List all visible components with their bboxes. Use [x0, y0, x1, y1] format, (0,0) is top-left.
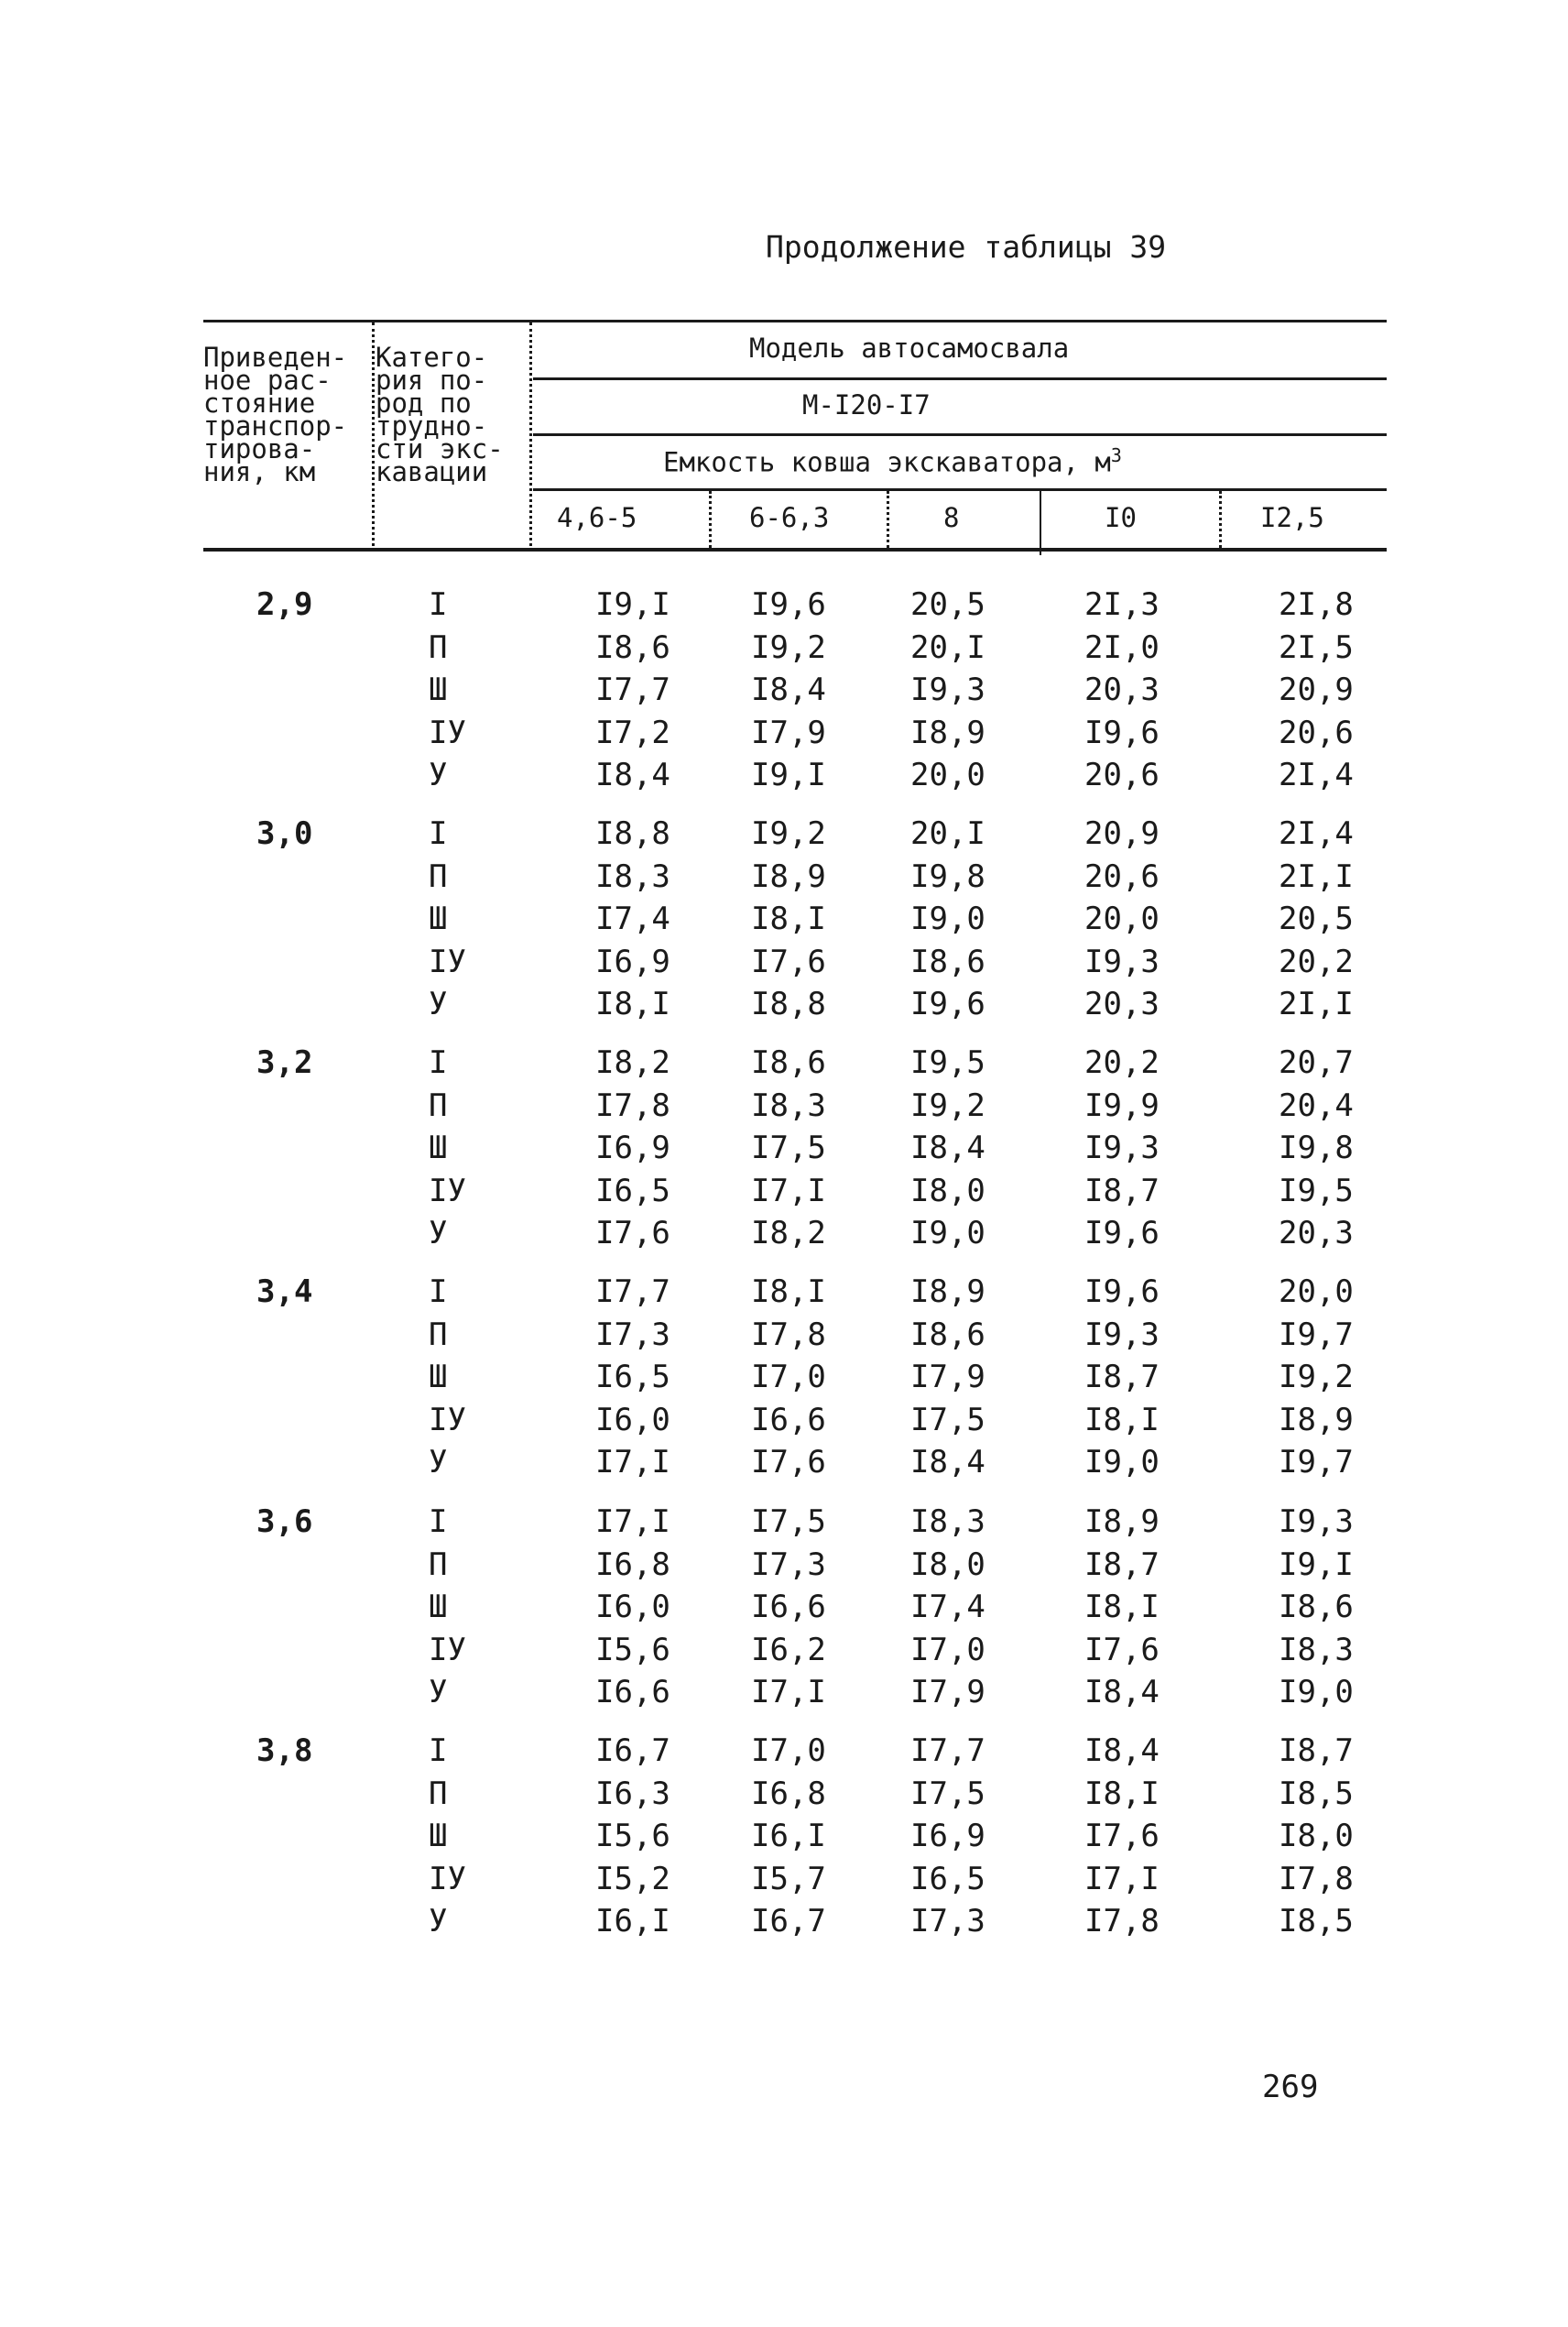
- model-title-rule: [533, 377, 1387, 380]
- table-cell: 20,3: [1084, 672, 1160, 708]
- table-cell: I8,I: [1084, 1775, 1160, 1812]
- table-cell: I7,3: [910, 1903, 985, 1939]
- category-value: I: [429, 1273, 448, 1310]
- divider-distance-category: [372, 322, 375, 552]
- category-value: П: [429, 1087, 448, 1124]
- table-cell: I7,3: [595, 1316, 670, 1353]
- table-cell: I7,4: [910, 1589, 985, 1625]
- table-cell: 20,7: [1279, 1044, 1354, 1081]
- divider-bucket-2: [887, 491, 889, 548]
- table-cell: 20,0: [910, 757, 985, 793]
- category-value: I: [429, 1732, 448, 1769]
- header-category-line: трудно-: [376, 410, 488, 442]
- divider-bucket-4: [1219, 491, 1222, 548]
- model-name-rule: [533, 433, 1387, 436]
- page-number: 269: [1262, 2069, 1319, 2105]
- table-cell: I7,5: [910, 1402, 985, 1438]
- table-cell: I9,6: [910, 986, 985, 1022]
- table-cell: I9,2: [751, 815, 826, 852]
- table-cell: I6,6: [595, 1674, 670, 1710]
- table-cell: I8,9: [910, 1273, 985, 1310]
- distance-value: 3,6: [256, 1503, 313, 1540]
- distance-value: 3,4: [256, 1273, 313, 1310]
- header-bucket-title-text: Емкость ковша экскаватора, м: [663, 446, 1111, 478]
- category-value: I: [429, 1044, 448, 1081]
- table-cell: I7,I: [1084, 1861, 1160, 1897]
- table-cell: 2I,8: [1279, 586, 1354, 623]
- header-bucket-2: 6-6,3: [749, 502, 830, 533]
- table-cell: I8,0: [1279, 1818, 1354, 1854]
- table-cell: I7,I: [595, 1503, 670, 1540]
- table-cell: I9,2: [751, 629, 826, 666]
- table-cell: I8,I: [751, 901, 826, 937]
- category-value: Ш: [429, 1589, 448, 1625]
- header-bucket-4: I0: [1105, 502, 1137, 533]
- table-cell: I9,0: [910, 1215, 985, 1251]
- table-cell: I8,7: [1084, 1173, 1160, 1209]
- table-cell: I8,I: [751, 1273, 826, 1310]
- table-cell: I8,0: [910, 1173, 985, 1209]
- table-cell: 20,2: [1279, 944, 1354, 980]
- table-cell: 2I,5: [1279, 629, 1354, 666]
- table-cell: I6,0: [595, 1402, 670, 1438]
- table-cell: I9,8: [1279, 1130, 1354, 1166]
- table-cell: 20,9: [1279, 672, 1354, 708]
- table-cell: I7,0: [751, 1732, 826, 1769]
- table-cell: I6,6: [751, 1402, 826, 1438]
- table-cell: I9,7: [1279, 1316, 1354, 1353]
- table-cell: I7,7: [595, 1273, 670, 1310]
- table-cell: I8,6: [910, 1316, 985, 1353]
- table-cell: 20,6: [1084, 858, 1160, 895]
- table-cell: I7,I: [751, 1173, 826, 1209]
- table-cell: I7,5: [910, 1775, 985, 1812]
- table-cell: I6,2: [751, 1632, 826, 1668]
- table-cell: I7,6: [751, 1444, 826, 1480]
- category-value: I: [429, 586, 448, 623]
- table-cell: I8,9: [1279, 1402, 1354, 1438]
- table-cell: 20,2: [1084, 1044, 1160, 1081]
- category-value: IУ: [429, 1861, 466, 1897]
- table-cell: I7,3: [751, 1546, 826, 1583]
- table-cell: I8,7: [1084, 1546, 1160, 1583]
- table-cell: I9,0: [1279, 1674, 1354, 1710]
- table-cell: I6,7: [595, 1732, 670, 1769]
- header-distance-line: стояние: [203, 388, 316, 419]
- table-cell: I6,I: [595, 1903, 670, 1939]
- table-cell: I7,0: [910, 1632, 985, 1668]
- table-cell: I7,8: [595, 1087, 670, 1124]
- table-cell: 20,4: [1279, 1087, 1354, 1124]
- category-value: I: [429, 1503, 448, 1540]
- divider-bucket-3: [1040, 491, 1041, 555]
- table-cell: I6,6: [751, 1589, 826, 1625]
- header-category-line: род по: [376, 388, 472, 419]
- table-cell: I8,I: [595, 986, 670, 1022]
- table-cell: 2I,4: [1279, 757, 1354, 793]
- table-cell: I8,9: [1084, 1503, 1160, 1540]
- category-value: У: [429, 757, 448, 793]
- table-cell: I9,2: [910, 1087, 985, 1124]
- table-cell: I8,0: [910, 1546, 985, 1583]
- table-cell: I9,3: [1084, 944, 1160, 980]
- header-distance: [203, 342, 348, 487]
- table-cell: I7,9: [910, 1359, 985, 1395]
- table-cell: 2I,3: [1084, 586, 1160, 623]
- table-cell: I9,6: [751, 586, 826, 623]
- category-value: Ш: [429, 1130, 448, 1166]
- table-cell: I7,6: [1084, 1632, 1160, 1668]
- table-cell: I9,8: [910, 858, 985, 895]
- category-value: П: [429, 1775, 448, 1812]
- table-cell: 20,3: [1084, 986, 1160, 1022]
- table-cell: I6,5: [595, 1359, 670, 1395]
- table-cell: I7,8: [751, 1316, 826, 1353]
- table-cell: I6,9: [910, 1818, 985, 1854]
- header-distance-line: Приведен-: [203, 342, 348, 373]
- table-cell: I8,2: [751, 1215, 826, 1251]
- table-cell: I8,6: [910, 944, 985, 980]
- table-cell: 20,3: [1279, 1215, 1354, 1251]
- table-top-rule: [203, 320, 1387, 322]
- table-cell: I9,3: [1279, 1503, 1354, 1540]
- category-value: У: [429, 1903, 448, 1939]
- header-distance-line: ное рас-: [203, 365, 332, 396]
- table-cell: I6,I: [751, 1818, 826, 1854]
- table-cell: I7,I: [595, 1444, 670, 1480]
- table-cell: I7,8: [1084, 1903, 1160, 1939]
- category-value: У: [429, 1444, 448, 1480]
- table-cell: I8,4: [595, 757, 670, 793]
- table-cell: I8,5: [1279, 1903, 1354, 1939]
- table-cell: I8,4: [1084, 1732, 1160, 1769]
- table-cell: I8,9: [751, 858, 826, 895]
- table-cell: I8,4: [910, 1444, 985, 1480]
- header-model-title: Модель автосамосвала: [749, 333, 1070, 364]
- category-value: П: [429, 629, 448, 666]
- category-value: IУ: [429, 715, 466, 751]
- table-cell: 2I,0: [1084, 629, 1160, 666]
- table-cell: I9,I: [1279, 1546, 1354, 1583]
- table-cell: I9,6: [1084, 715, 1160, 751]
- table-cell: I6,0: [595, 1589, 670, 1625]
- table-cell: 20,6: [1279, 715, 1354, 751]
- table-cell: I8,7: [1084, 1359, 1160, 1395]
- table-cell: I9,0: [1084, 1444, 1160, 1480]
- header-distance-line: тирова-: [203, 433, 316, 464]
- header-distance-line: ния, км: [203, 456, 316, 487]
- distance-value: 2,9: [256, 586, 313, 623]
- table-cell: I9,I: [751, 757, 826, 793]
- category-value: П: [429, 1316, 448, 1353]
- category-value: Ш: [429, 1359, 448, 1395]
- table-cell: I8,3: [1279, 1632, 1354, 1668]
- table-cell: I7,9: [751, 715, 826, 751]
- table-cell: 20,9: [1084, 815, 1160, 852]
- table-cell: 20,I: [910, 815, 985, 852]
- table-cell: I9,5: [1279, 1173, 1354, 1209]
- table-cell: I8,6: [751, 1044, 826, 1081]
- table-cell: 20,5: [910, 586, 985, 623]
- table-cell: I7,9: [910, 1674, 985, 1710]
- table-cell: I8,3: [751, 1087, 826, 1124]
- header-bucket-3: 8: [943, 502, 960, 533]
- divider-bucket-1: [709, 491, 712, 548]
- header-bucket-unit-sup: 3: [1110, 444, 1122, 466]
- header-bucket-5: I2,5: [1260, 502, 1324, 533]
- table-cell: I7,I: [751, 1674, 826, 1710]
- table-cell: 2I,4: [1279, 815, 1354, 852]
- table-cell: I6,3: [595, 1775, 670, 1812]
- table-cell: I8,I: [1084, 1589, 1160, 1625]
- category-value: П: [429, 858, 448, 895]
- header-distance-line: транспор-: [203, 410, 348, 442]
- table-cell: I7,5: [751, 1130, 826, 1166]
- page-caption: Продолжение таблицы 39: [766, 229, 1167, 265]
- table-cell: I8,6: [1279, 1589, 1354, 1625]
- table-cell: I8,7: [1279, 1732, 1354, 1769]
- table-cell: I6,5: [910, 1861, 985, 1897]
- header-bucket-1: 4,6-5: [557, 502, 637, 533]
- distance-value: 3,8: [256, 1732, 313, 1769]
- category-value: У: [429, 1674, 448, 1710]
- table-cell: I8,9: [910, 715, 985, 751]
- header-category-line: сти экс-: [376, 433, 504, 464]
- category-value: У: [429, 986, 448, 1022]
- header-bucket-title: [663, 444, 1122, 478]
- divider-category-values: [529, 322, 532, 552]
- table-cell: I8,4: [751, 672, 826, 708]
- table-cell: I7,5: [751, 1503, 826, 1540]
- table-cell: 20,0: [1084, 901, 1160, 937]
- table-cell: I8,6: [595, 629, 670, 666]
- table-cell: I8,4: [1084, 1674, 1160, 1710]
- table-cell: I7,8: [1279, 1861, 1354, 1897]
- table-cell: I5,6: [595, 1632, 670, 1668]
- table-cell: I7,0: [751, 1359, 826, 1395]
- header-category: [376, 342, 504, 487]
- table-cell: I7,6: [751, 944, 826, 980]
- category-value: IУ: [429, 1632, 466, 1668]
- category-value: Ш: [429, 901, 448, 937]
- category-value: Ш: [429, 1818, 448, 1854]
- table-cell: I7,6: [595, 1215, 670, 1251]
- table-cell: I9,3: [910, 672, 985, 708]
- category-value: П: [429, 1546, 448, 1583]
- distance-value: 3,2: [256, 1044, 313, 1081]
- category-value: Ш: [429, 672, 448, 708]
- header-model-name: М-I20-I7: [802, 389, 931, 421]
- table-cell: I9,5: [910, 1044, 985, 1081]
- table-cell: I6,9: [595, 1130, 670, 1166]
- header-category-line: Катего-: [376, 342, 488, 373]
- table-cell: I7,2: [595, 715, 670, 751]
- table-cell: I5,2: [595, 1861, 670, 1897]
- table-cell: I9,2: [1279, 1359, 1354, 1395]
- table-cell: I8,I: [1084, 1402, 1160, 1438]
- table-cell: I9,9: [1084, 1087, 1160, 1124]
- category-value: IУ: [429, 944, 466, 980]
- table-cell: I8,3: [595, 858, 670, 895]
- category-value: У: [429, 1215, 448, 1251]
- table-cell: I9,I: [595, 586, 670, 623]
- category-value: I: [429, 815, 448, 852]
- table-cell: I9,7: [1279, 1444, 1354, 1480]
- table-cell: I8,5: [1279, 1775, 1354, 1812]
- table-cell: I8,4: [910, 1130, 985, 1166]
- table-cell: I7,7: [595, 672, 670, 708]
- table-cell: 2I,I: [1279, 858, 1354, 895]
- header-category-line: рия по-: [376, 365, 488, 396]
- category-value: IУ: [429, 1402, 466, 1438]
- table-cell: 20,6: [1084, 757, 1160, 793]
- table-cell: I9,6: [1084, 1273, 1160, 1310]
- table-cell: I7,4: [595, 901, 670, 937]
- table-cell: 2I,I: [1279, 986, 1354, 1022]
- table-cell: I8,3: [910, 1503, 985, 1540]
- table-cell: I8,8: [751, 986, 826, 1022]
- table-cell: I6,9: [595, 944, 670, 980]
- table-cell: I6,7: [751, 1903, 826, 1939]
- table-cell: I9,3: [1084, 1130, 1160, 1166]
- table-cell: I6,8: [595, 1546, 670, 1583]
- table-cell: I9,0: [910, 901, 985, 937]
- table-cell: I5,6: [595, 1818, 670, 1854]
- table-cell: I9,3: [1084, 1316, 1160, 1353]
- table-cell: I5,7: [751, 1861, 826, 1897]
- distance-value: 3,0: [256, 815, 313, 852]
- table-cell: 20,0: [1279, 1273, 1354, 1310]
- table-cell: I6,5: [595, 1173, 670, 1209]
- table-cell: 20,I: [910, 629, 985, 666]
- table-cell: I7,6: [1084, 1818, 1160, 1854]
- table-cell: 20,5: [1279, 901, 1354, 937]
- header-bottom-rule: [203, 548, 1387, 552]
- table-cell: I9,6: [1084, 1215, 1160, 1251]
- header-category-line: кавации: [376, 456, 488, 487]
- table-cell: I8,8: [595, 815, 670, 852]
- table-cell: I7,7: [910, 1732, 985, 1769]
- table-cell: I6,8: [751, 1775, 826, 1812]
- bucket-title-rule: [533, 488, 1387, 491]
- category-value: IУ: [429, 1173, 466, 1209]
- table-cell: I8,2: [595, 1044, 670, 1081]
